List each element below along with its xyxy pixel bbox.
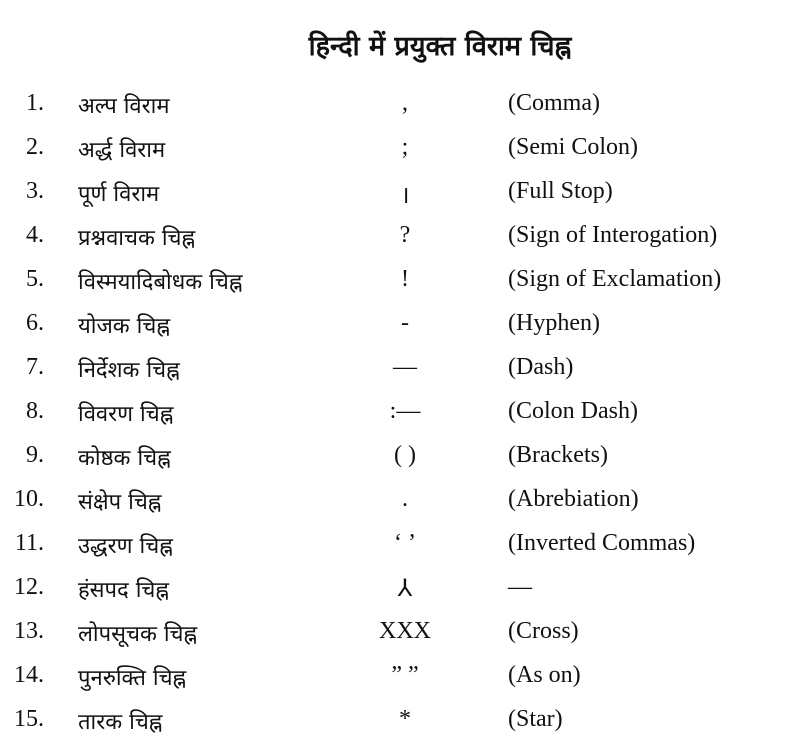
row-number: 5. [26, 266, 44, 292]
table-row [0, 392, 800, 436]
row-number: 3. [26, 178, 44, 204]
english-name: (Inverted Commas) [508, 530, 696, 556]
english-name: (Star) [508, 706, 563, 732]
punctuation-symbol: ” ” [391, 662, 419, 688]
table-row [0, 304, 800, 348]
row-number: 15. [14, 706, 44, 732]
punctuation-symbol: ‘ ’ [394, 530, 416, 556]
english-name: (Sign of Interogation) [508, 222, 718, 248]
english-name: (Full Stop) [508, 178, 613, 204]
hindi-name: अल्प विराम [78, 94, 170, 119]
hindi-name: तारक चिह्न [78, 710, 163, 735]
row-number: 13. [14, 618, 44, 644]
english-name: (As on) [508, 662, 581, 688]
hindi-name: योजक चिह्न [78, 314, 171, 339]
punctuation-table [0, 84, 800, 744]
row-number: 10. [14, 486, 44, 512]
punctuation-symbol: ⅄ [397, 576, 413, 602]
row-number: 9. [26, 442, 44, 468]
hindi-name: विवरण चिह्न [78, 402, 174, 427]
punctuation-symbol: ? [399, 222, 411, 248]
row-number: 1. [26, 90, 44, 116]
row-number: 11. [14, 530, 44, 556]
punctuation-symbol: ! [401, 266, 409, 292]
hindi-name: निर्देशक चिह्न [78, 358, 180, 383]
english-name: (Cross) [508, 618, 579, 644]
english-name: (Hyphen) [508, 310, 600, 336]
punctuation-symbol: , [402, 90, 408, 116]
hindi-name: अर्द्ध विराम [78, 138, 166, 163]
row-number: 7. [26, 354, 44, 380]
hindi-name: संक्षेप चिह्न [78, 490, 162, 515]
row-number: 8. [26, 398, 44, 424]
english-name: (Dash) [508, 354, 574, 380]
hindi-name: कोष्ठक चिह्न [78, 446, 171, 471]
table-row [0, 216, 800, 260]
english-name: (Brackets) [508, 442, 608, 468]
english-name: (Colon Dash) [508, 398, 638, 424]
punctuation-symbol: । [400, 183, 410, 209]
table-row [0, 260, 800, 304]
row-number: 2. [26, 134, 44, 160]
table-row [0, 172, 800, 216]
table-row [0, 84, 800, 128]
punctuation-symbol: - [401, 310, 409, 336]
english-name: (Sign of Exclamation) [508, 266, 722, 292]
hindi-name: उद्धरण चिह्न [78, 534, 173, 559]
punctuation-symbol: — [393, 354, 417, 380]
hindi-name: विस्मयादिबोधक चिह्न [78, 270, 243, 295]
row-number: 6. [26, 310, 44, 336]
table-row [0, 436, 800, 480]
cropped-header-strip [0, 0, 800, 8]
hindi-name: पूर्ण विराम [78, 182, 160, 207]
hindi-name: प्रश्नवाचक चिह्न [78, 226, 196, 251]
punctuation-symbol: * [399, 706, 411, 732]
row-number: 4. [26, 222, 44, 248]
table-row [0, 480, 800, 524]
table-row [0, 524, 800, 568]
english-name: — [508, 574, 532, 600]
hindi-name: हंसपद चिह्न [78, 578, 170, 603]
table-row [0, 568, 800, 612]
table-row [0, 656, 800, 700]
punctuation-symbol: ( ) [394, 442, 416, 468]
punctuation-symbol: . [402, 486, 408, 512]
hindi-name: लोपसूचक चिह्न [78, 622, 198, 647]
punctuation-symbol: :— [389, 398, 421, 424]
table-row [0, 612, 800, 656]
english-name: (Comma) [508, 90, 600, 116]
hindi-name: पुनरुक्ति चिह्न [78, 666, 187, 691]
english-name: (Abrebiation) [508, 486, 639, 512]
page-title: हिन्दी में प्रयुक्त विराम चिह्न [308, 31, 572, 62]
punctuation-symbol: ; [401, 134, 409, 160]
row-number: 12. [14, 574, 44, 600]
punctuation-symbol: XXX [379, 618, 431, 644]
english-name: (Semi Colon) [508, 134, 638, 160]
table-row [0, 128, 800, 172]
table-row [0, 348, 800, 392]
row-number: 14. [14, 662, 44, 688]
table-row [0, 700, 800, 744]
